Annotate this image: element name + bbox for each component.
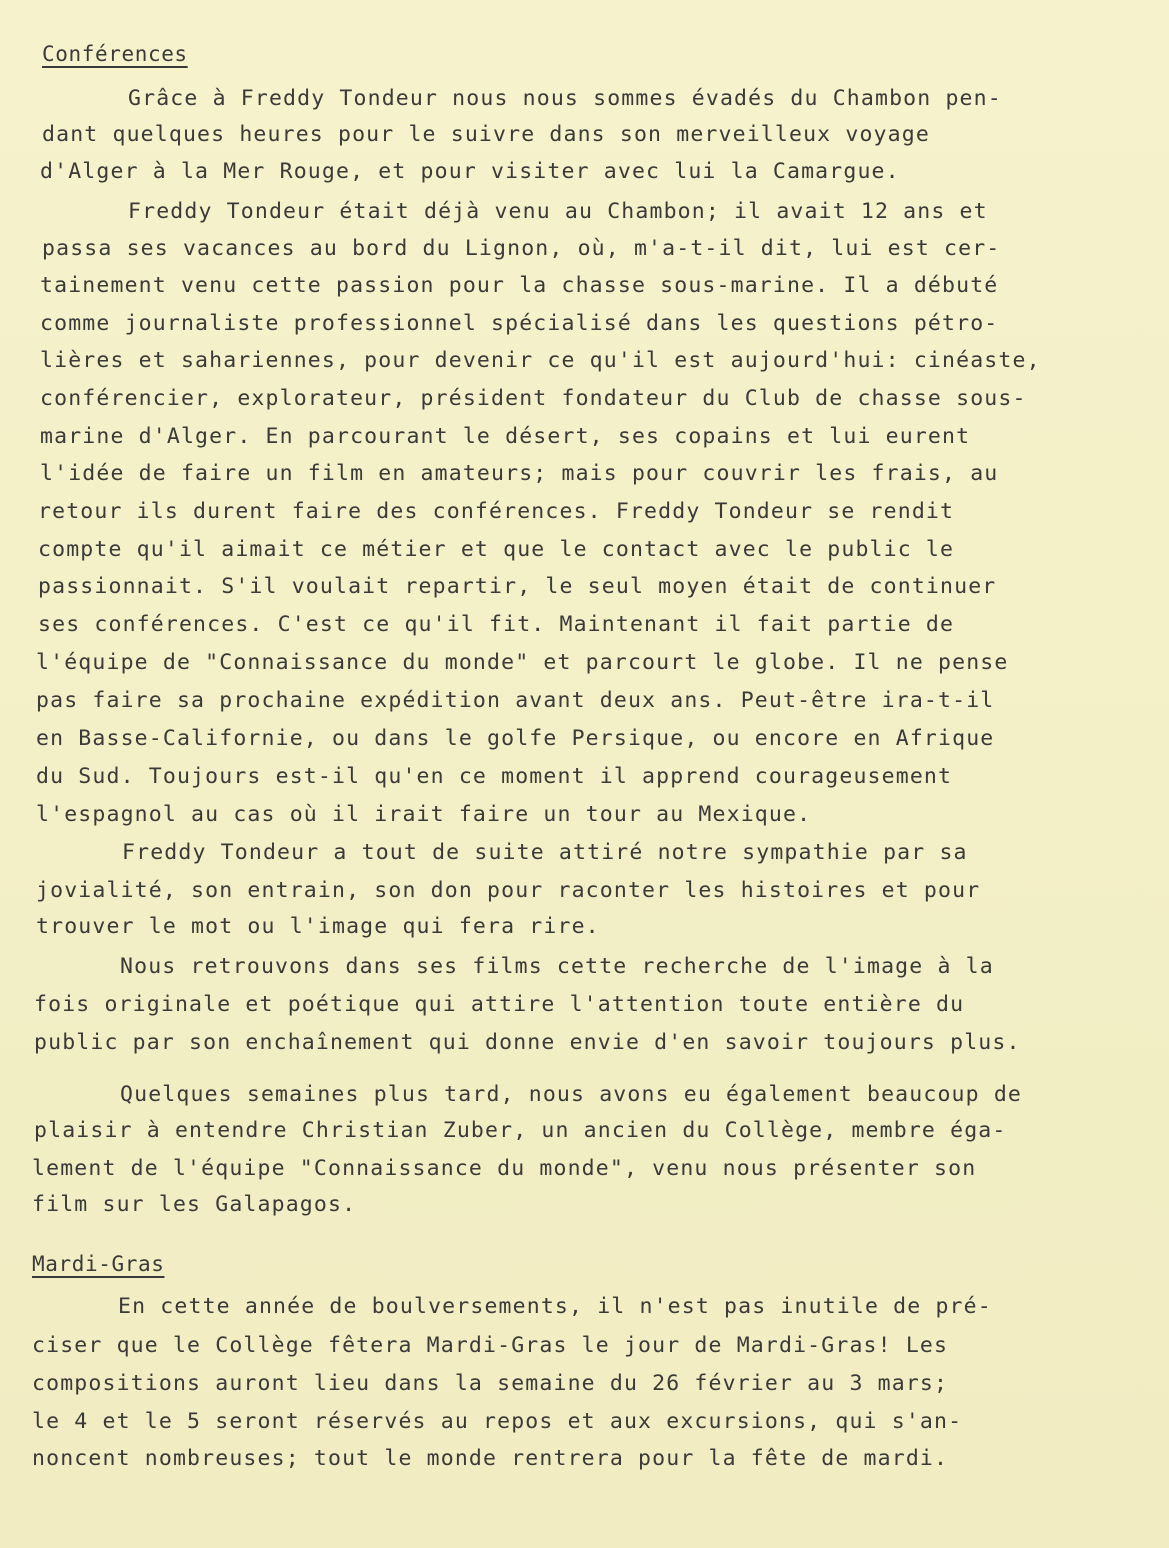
- text-line: ses conférences. C'est ce qu'il fit. Maintenant il fait partie de: [38, 612, 955, 637]
- text-line: noncent nombreuses; tout le monde rentrera pour la fête de mardi.: [32, 1446, 949, 1471]
- text-line: lières et sahariennes, pour devenir ce qu'il est aujourd'hui: cinéaste,: [40, 348, 1041, 373]
- text-line: public par son enchaînement qui donne envie d'en savoir toujours plus.: [34, 1030, 1021, 1055]
- text-line: trouver le mot ou l'image qui fera rire.: [36, 914, 600, 939]
- text-line: Freddy Tondeur était déjà venu au Chambon; il avait 12 ans et: [128, 199, 988, 224]
- section-heading-conferences: Conférences: [42, 42, 188, 66]
- text-line: tainement venu cette passion pour la chasse sous-marine. Il a débuté: [40, 273, 999, 298]
- text-line: plaisir à entendre Christian Zuber, un ancien du Collège, membre éga-: [34, 1118, 1007, 1143]
- text-line: fois originale et poétique qui attire l'attention toute entière du: [34, 992, 965, 1017]
- text-line: Nous retrouvons dans ses films cette recherche de l'image à la: [120, 954, 994, 979]
- text-line: pas faire sa prochaine expédition avant deux ans. Peut-être ira-t-il: [36, 688, 995, 713]
- text-line: le 4 et le 5 seront réservés au repos et aux excursions, qui s'an-: [32, 1409, 963, 1434]
- text-line: comme journaliste professionnel spécialisé dans les questions pétro-: [40, 311, 999, 336]
- text-line: Quelques semaines plus tard, nous avons eu également beaucoup de: [120, 1082, 1023, 1107]
- text-line: passa ses vacances au bord du Lignon, où, m'a-t-il dit, lui est cer-: [42, 236, 1001, 261]
- text-line: du Sud. Toujours est-il qu'en ce moment il apprend courageusement: [36, 764, 953, 789]
- text-line: Grâce à Freddy Tondeur nous nous sommes évadés du Chambon pen-: [128, 86, 1002, 111]
- text-line: en Basse-Californie, ou dans le golfe Persique, ou encore en Afrique: [36, 726, 995, 751]
- text-line: ciser que le Collège fêtera Mardi-Gras le jour de Mardi-Gras! Les: [32, 1333, 949, 1358]
- text-line: l'équipe de "Connaissance du monde" et parcourt le globe. Il ne pense: [36, 650, 1009, 675]
- text-line: Freddy Tondeur a tout de suite attiré notre sympathie par sa: [122, 840, 968, 865]
- text-line: passionnait. S'il voulait repartir, le seul moyen était de continuer: [38, 574, 997, 599]
- text-line: film sur les Galapagos.: [32, 1192, 357, 1217]
- text-line: compte qu'il aimait ce métier et que le contact avec le public le: [38, 537, 955, 562]
- text-line: jovialité, son entrain, son don pour raconter les histoires et pour: [36, 878, 981, 903]
- text-line: marine d'Alger. En parcourant le désert, ses copains et lui eurent: [40, 424, 971, 449]
- text-line: lement de l'équipe "Connaissance du monde", venu nous présenter son: [32, 1156, 977, 1181]
- text-line: dant quelques heures pour le suivre dans son merveilleux voyage: [42, 122, 930, 147]
- section-heading-mardi-gras: Mardi-Gras: [32, 1252, 165, 1276]
- text-line: conférencier, explorateur, président fondateur du Club de chasse sous-: [40, 386, 1027, 411]
- text-line: En cette année de boulversements, il n'est pas inutile de pré-: [118, 1294, 992, 1319]
- text-line: l'idée de faire un film en amateurs; mais pour couvrir les frais, au: [40, 461, 999, 486]
- text-line: l'espagnol au cas où il irait faire un tour au Mexique.: [36, 802, 812, 827]
- text-line: d'Alger à la Mer Rouge, et pour visiter avec lui la Camargue.: [40, 159, 900, 184]
- text-line: compositions auront lieu dans la semaine du 26 février au 3 mars;: [32, 1371, 949, 1396]
- text-line: retour ils durent faire des conférences. Freddy Tondeur se rendit: [38, 499, 955, 524]
